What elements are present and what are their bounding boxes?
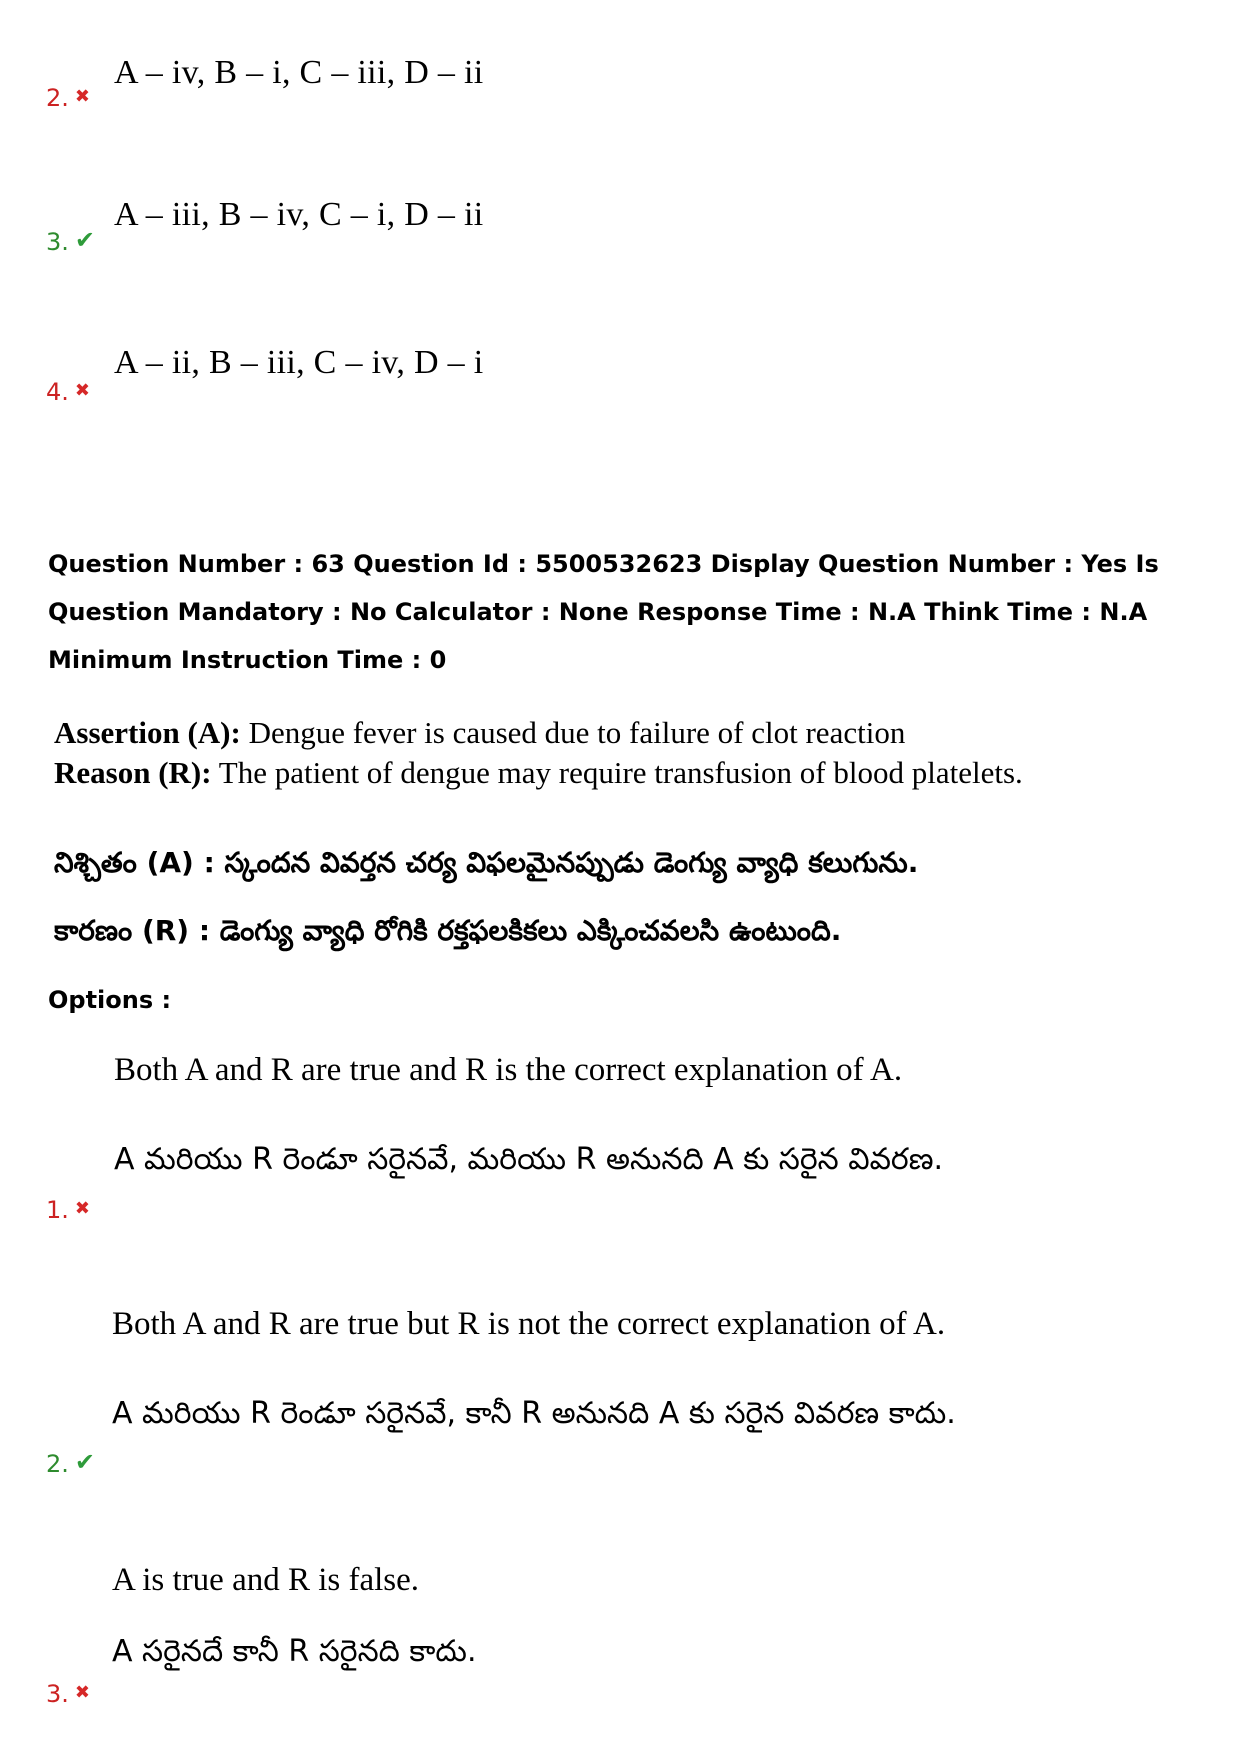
option-2-number — [46, 1450, 95, 1478]
question-reason — [54, 752, 1204, 793]
option-2-english: Both A and R are true but R is not the correct explanation of A. — [112, 1306, 946, 1342]
option-3-number — [46, 1680, 90, 1708]
prev-option-4-text: A – ii, B – iii, C – iv, D – i — [114, 344, 484, 381]
question-meta: Question Number : 63 Question Id : 5500532623 Display Question Number : Yes Is Question Mandatory : No Calculator : None Response Time : N.A Think Time : N.A Minimum Instruction Time : 0 — [48, 550, 1159, 674]
options-label: Options : — [48, 986, 172, 1014]
cross-icon: ✖ — [74, 1682, 90, 1703]
option-1-telugu: A మరియు R రెండూ సరైనవే, మరియు R అనునది A కు సరైన వివరణ. — [114, 1142, 944, 1177]
check-icon: ✔ — [74, 226, 96, 254]
option-3-english: A is true and R is false. — [112, 1562, 420, 1598]
option-number: 4. — [46, 378, 69, 406]
option-1-english: Both A and R are true and R is the correct explanation of A. — [114, 1052, 903, 1088]
question-assertion-telugu: నిశ్చితం (A) : స్కందన వివర్తన చర్య విఫలమైనప్పుడు డెంగ్యు వ్యాధి కలుగును. — [54, 846, 919, 879]
option-number: 1. — [46, 1196, 69, 1224]
assertion-label: Assertion (A): — [54, 715, 241, 750]
option-1-number — [46, 1196, 90, 1224]
cross-icon: ✖ — [74, 1198, 90, 1219]
option-number: 2. — [46, 1450, 69, 1478]
reason-text: The patient of dengue may require transfusion of blood platelets. — [211, 755, 1023, 790]
option-number: 2. — [46, 84, 69, 112]
prev-option-2-text: A – iv, B – i, C – iii, D – ii — [114, 54, 484, 91]
reason-label: Reason (R): — [54, 755, 212, 790]
prev-option-4-number — [46, 378, 90, 406]
cross-icon: ✖ — [74, 380, 90, 401]
option-2-telugu: A మరియు R రెండూ సరైనవే, కానీ R అనునది A కు సరైన వివరణ కాదు. — [112, 1396, 956, 1431]
question-assertion — [54, 712, 1204, 753]
option-3-telugu: A సరైనదే కానీ R సరైనది కాదు. — [112, 1634, 477, 1669]
check-icon: ✔ — [74, 1448, 96, 1476]
assertion-text: Dengue fever is caused due to failure of clot reaction — [240, 715, 906, 750]
option-number: 3. — [46, 1680, 69, 1708]
option-number: 3. — [46, 228, 69, 256]
prev-option-2-number — [46, 84, 90, 112]
prev-option-3-text: A – iii, B – iv, C – i, D – ii — [114, 196, 484, 233]
question-reason-telugu: కారణం (R) : డెంగ్యు వ్యాధి రోగికి రక్తఫలకికలు ఎక్కించవలసి ఉంటుంది. — [54, 914, 842, 947]
cross-icon: ✖ — [74, 86, 90, 107]
prev-option-3-number — [46, 228, 95, 256]
